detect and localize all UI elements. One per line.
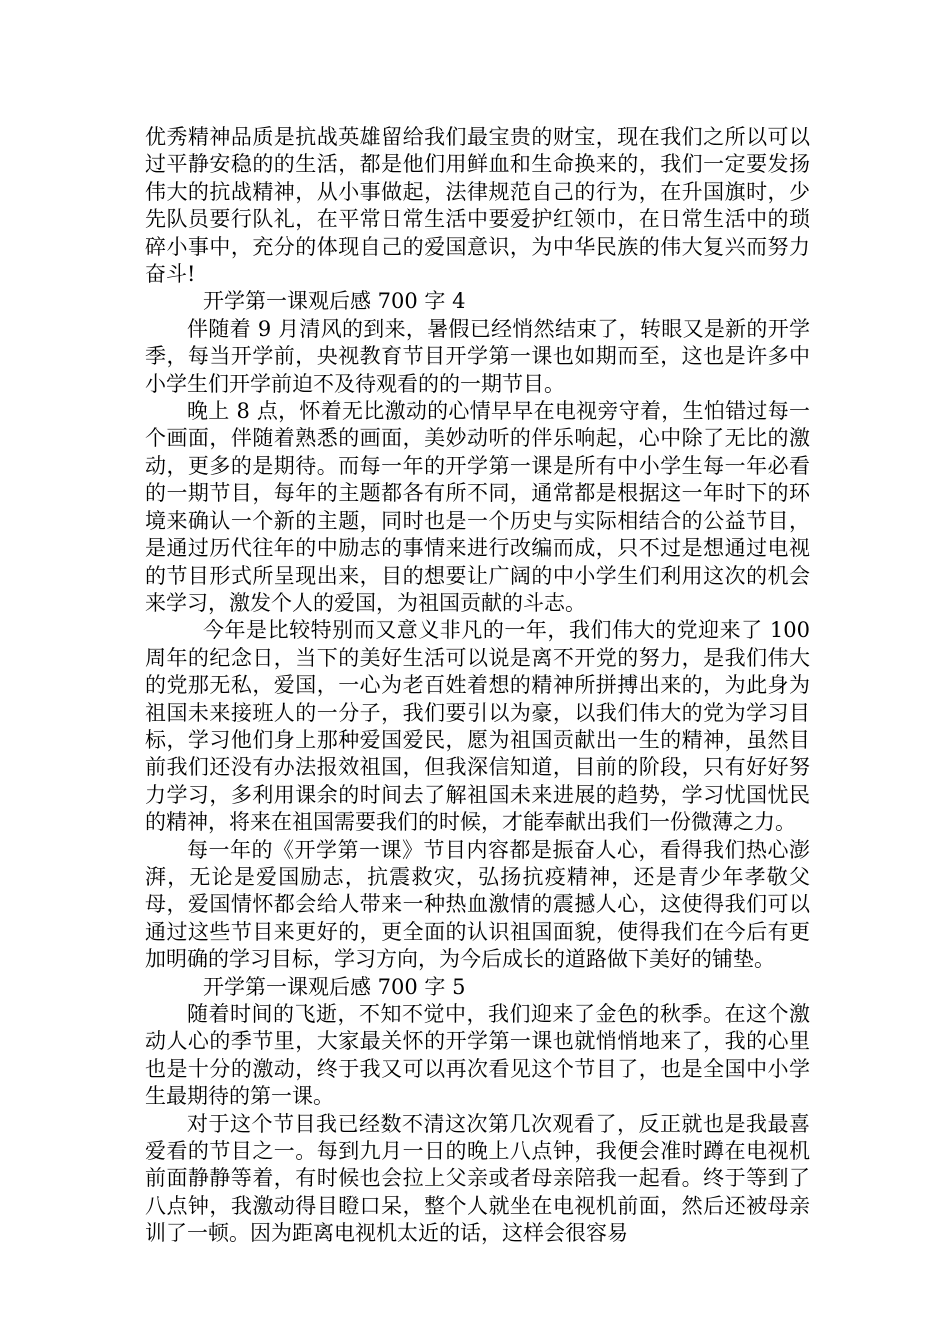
paragraph: 对于这个节目我已经数不清这次第几次观看了，反正就也是我最喜爱看的节目之一。每到九月一日的晚上八点钟，我便会准时蹲在电视机前面静静等着，有时候也会拉上父亲或者母亲陪我一起看。终于等到了八点钟，我激动得目瞪口呆，整个人就坐在电视机前面，然后还被母亲训了一顿。因为距离电视机太近的话，这样会很容易 (145, 1111, 810, 1246)
section-heading: 开学第一课观后感 700 字 5 (203, 974, 466, 999)
section-heading: 开学第一课观后感 700 字 4 (203, 289, 466, 314)
paragraph: 伴随着 9 月清风的到来，暑假已经悄然结束了，转眼又是新的开学季，每当开学前，央视教育节目开学第一课也如期而至，这也是许多中小学生们开学前迫不及待观看的的一期节目。 (145, 316, 810, 396)
paragraph: 每一年的《开学第一课》节目内容都是振奋人心，看得我们热心澎湃，无论是爱国励志，抗震救灾，弘扬抗疫精神，还是青少年孝敬父母，爱国情怀都会给人带来一种热血激情的震撼人心，这使得我们可以通过这些节目来更好的，更全面的认识祖国面貌，使得我们在今后有更加明确的学习目标，学习方向，为今后成长的道路做下美好的铺垫。 (145, 837, 810, 972)
document-body (145, 124, 810, 1248)
paragraph: 优秀精神品质是抗战英雄留给我们最宝贵的财宝，现在我们之所以可以过平静安稳的的生活，都是他们用鲜血和生命换来的，我们一定要发扬伟大的抗战精神，从小事做起，法律规范自己的行为，在升国旗时，少先队员要行队礼，在平常日常生活中要爱护红领巾，在日常生活中的琐碎小事中，充分的体现自己的爱国意识，为中华民族的伟大复兴而努力奋斗! (145, 125, 810, 287)
paragraph: 今年是比较特别而又意义非凡的一年，我们伟大的党迎来了 100 周年的纪念日，当下的美好生活可以说是离不开党的努力，是我们伟大的党那无私，爱国，一心为老百姓着想的精神所拼搏出来的，为此身为祖国未来接班人的一分子，我们要引以为豪，以我们伟大的党为学习目标，学习他们身上那种爱国爱民，愿为祖国贡献出一生的精神，虽然目前我们还没有办法报效祖国，但我深信知道，目前的阶段，只有好好努力学习，多利用课余的时间去了解祖国未来进展的趋势，学习忧国忧民的精神，将来在祖国需要我们的时候，才能奉献出我们一份微薄之力。 (145, 618, 810, 835)
paragraph: 随着时间的飞逝，不知不觉中，我们迎来了金色的秋季。在这个激动人心的季节里，大家最关怀的开学第一课也就悄悄地来了，我的心里也是十分的激动，终于我又可以再次看见这个节目了，也是全国中小学生最期待的第一课。 (145, 1002, 810, 1109)
paragraph: 晚上 8 点，怀着无比激动的心情早早在电视旁守着，生怕错过每一个画面，伴随着熟悉的画面，美妙动听的伴乐响起，心中除了无比的激动，更多的是期待。而每一年的开学第一课是所有中小学生每一年必看的一期节目，每年的主题都各有所不同，通常都是根据这一年时下的环境来确认一个新的主题，同时也是一个历史与实际相结合的公益节目，是通过历代往年的中励志的事情来进行改编而成，只不过是想通过电视的节目形式所呈现出来，目的想要让广阔的中小学生们利用这次的机会来学习，激发个人的爱国，为祖国贡献的斗志。 (145, 399, 810, 615)
